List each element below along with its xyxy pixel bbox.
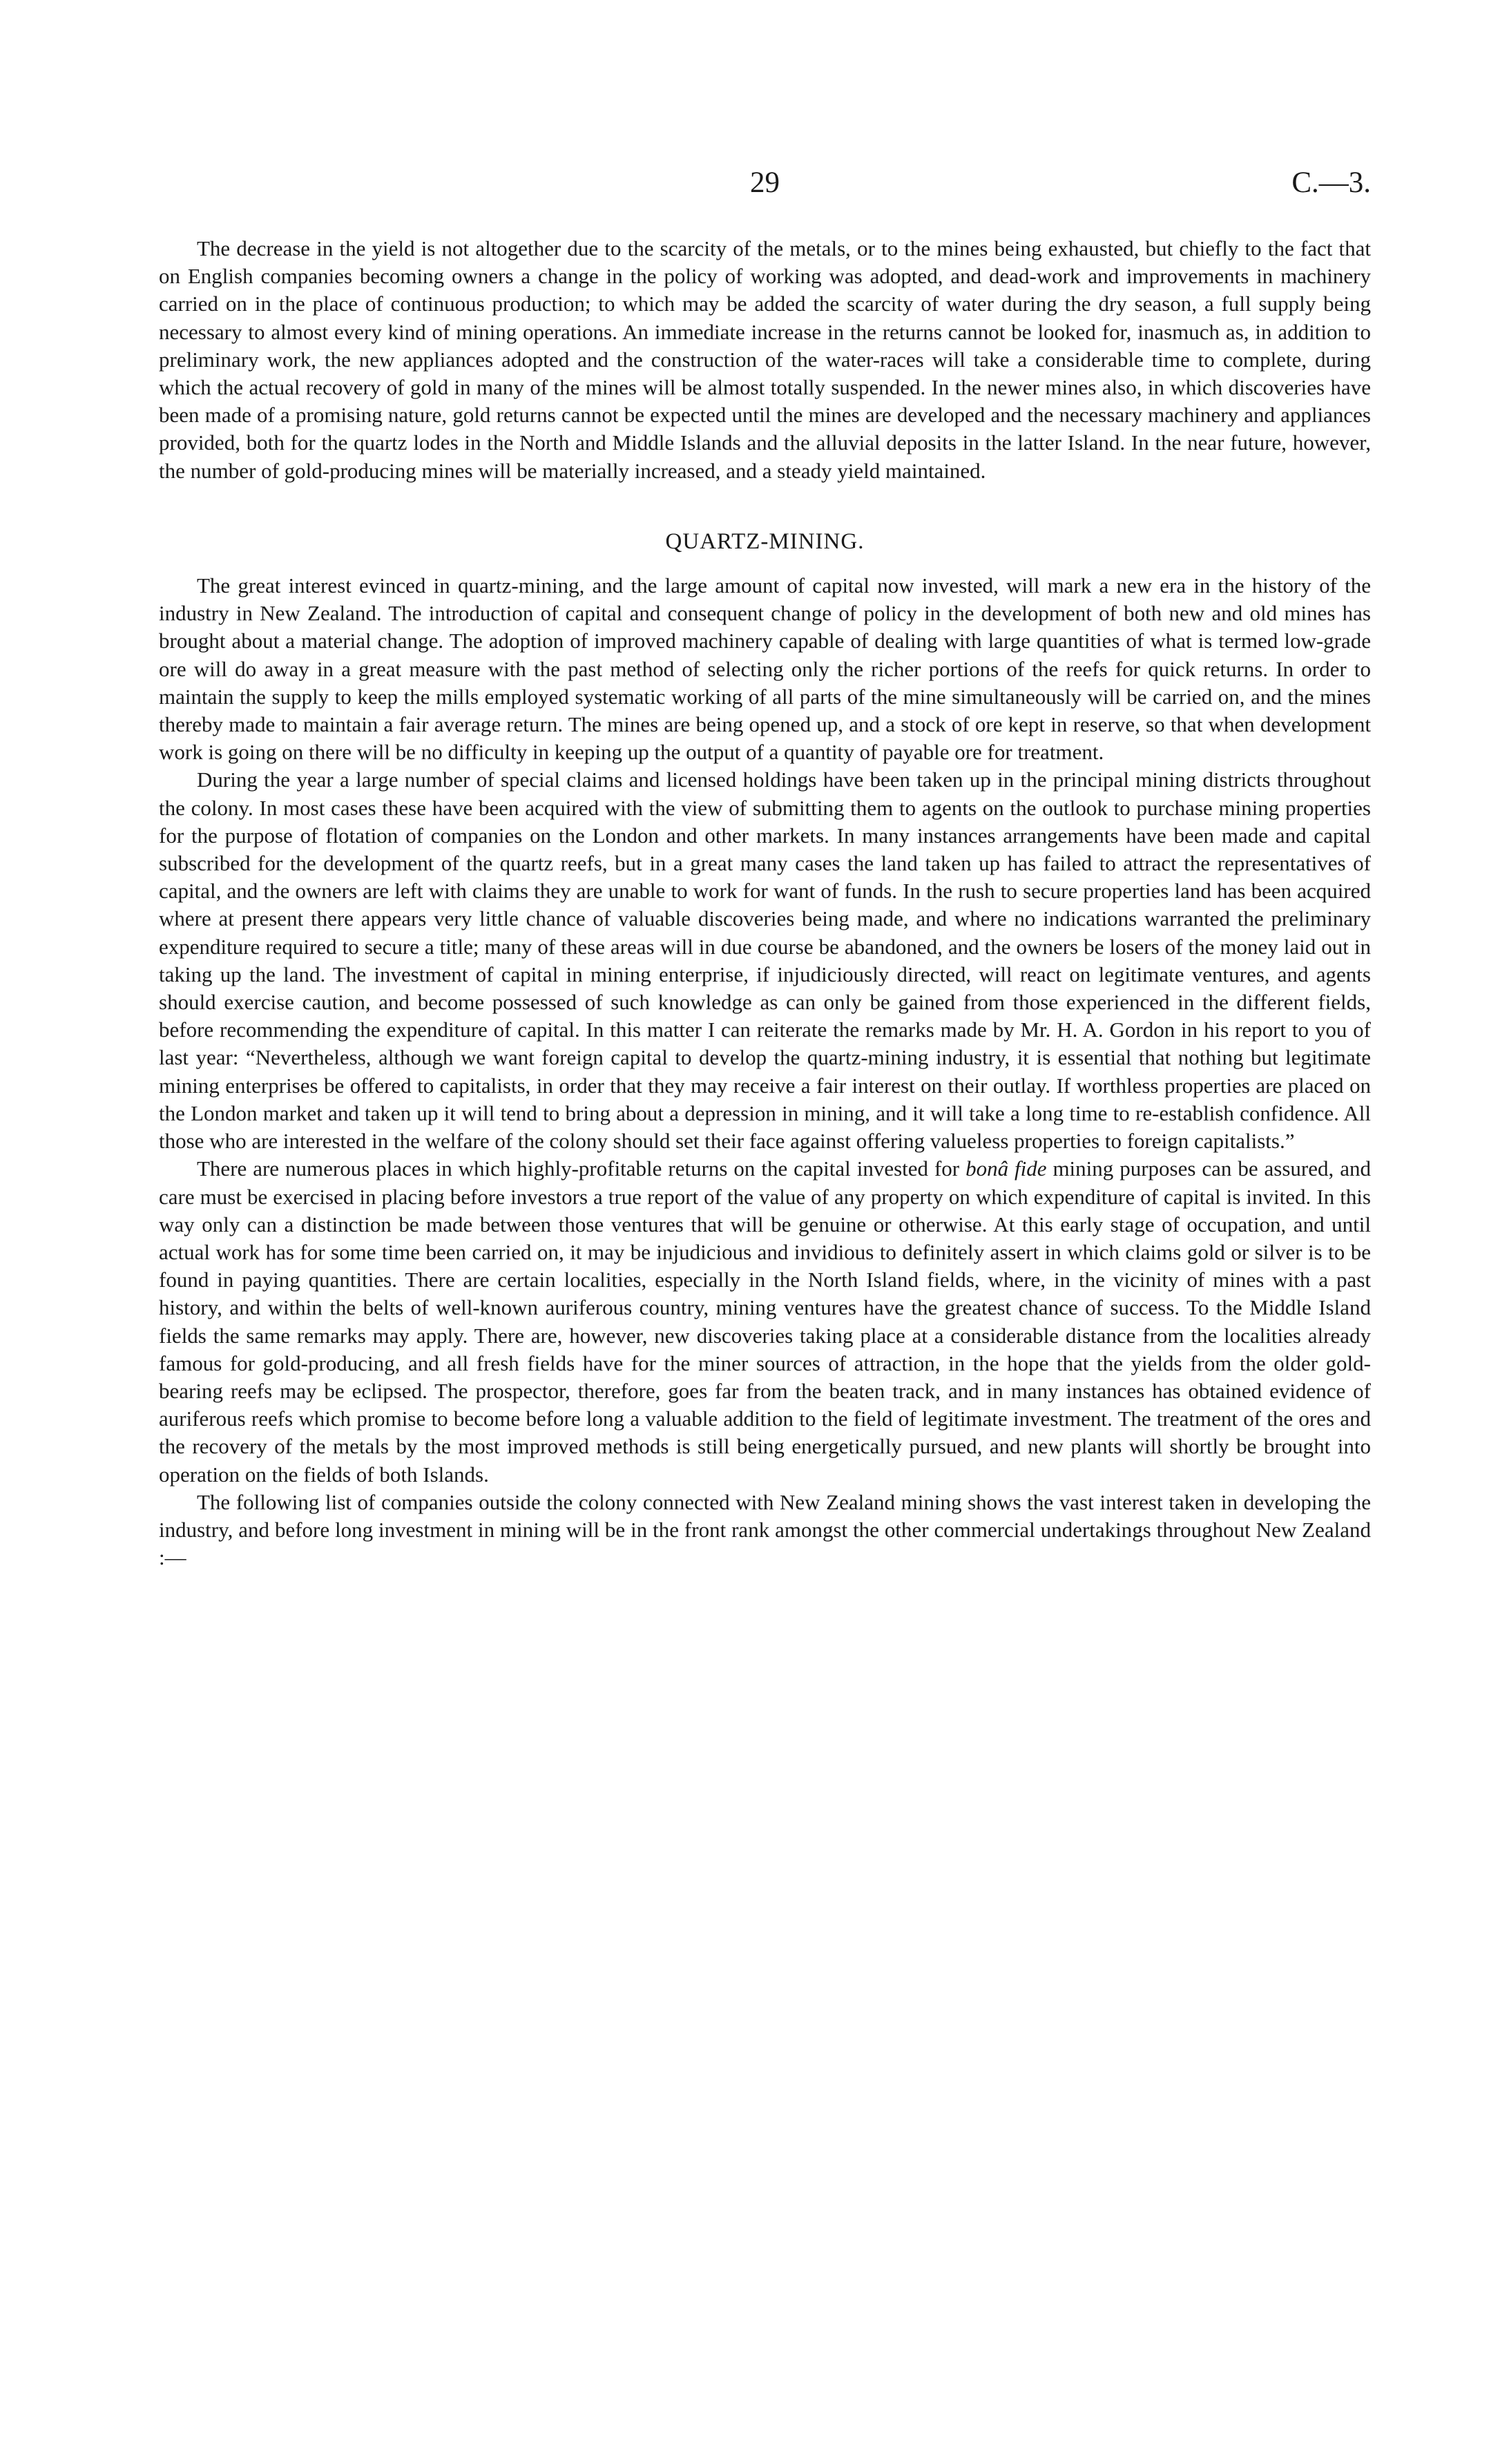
document-reference: C.—3.: [1291, 166, 1371, 199]
intro-paragraph: The decrease in the yield is not altogether due to the scarcity of the metals, or to the mines being exhausted, but chiefly to the fact that on English companies becoming owners a change in the policy of working was adopted, and dead-work and improvements in machinery carried on in the place of continuous production; to which may be added the scarcity of water during the dry season, a full supply being necessary to almost every kind of mining operations. An immediate increase in the returns cannot be looked for, inasmuch as, in addition to preliminary work, the new appliances adopted and the construction of the water-races will take a considerable time to complete, during which the actual recovery of gold in many of the mines will be almost totally suspended. In the newer mines also, in which discoveries have been made of a promising nature, gold returns cannot be expected until the mines are developed and the necessary machinery and appliances provided, both for the quartz lodes in the North and Middle Islands and the alluvial deposits in the latter Island. In the near future, however, the number of gold-producing mines will be materially increased, and a steady yield maintained.: [159, 236, 1371, 483]
paragraph-2: During the year a large number of special claims and licensed holdings have been taken up in the principal mining districts throughout the colony. In most cases these have been acquired with the view of submitting them to agents on the outlook to purchase mining properties for the purpose of flotation of companies on the London and other markets. In many instances arrangements have been made and capital subscribed for the development of the quartz reefs, but in a great many cases the land taken up has failed to attract the representatives of capital, and the owners are left with claims they are unable to work for want of funds. In the rush to secure properties land has been acquired where at present there appears very little chance of valuable discoveries being made, and where no indications warranted the preliminary expenditure required to secure a title; many of these areas will in due course be abandoned, and the owners be losers of the money laid out in taking up the land. The investment of capital in mining enterprise, if injudiciously directed, will react on legitimate ventures, and agents should exercise caution, and become possessed of such knowledge as can only be gained from those experienced in the different fields, before recommending the expenditure of capital. In this matter I can reiterate the remarks made by Mr. H. A. Gordon in his report to you of last year: “Nevertheless, although we want foreign capital to develop the quartz-mining industry, it is essential that nothing but legitimate mining enterprises be offered to capitalists, in order that they may receive a fair interest on their outlay. If worthless properties are placed on the London market and taken up it will tend to bring about a depression in mining, and it will take a long time to re-establish confidence. All those who are interested in the welfare of the colony should set their face against offering valueless properties to foreign capitalists.”: [159, 767, 1371, 1154]
closing-paragraph: The following list of companies outside the colony connected with New Zealand mining shows the vast interest taken in developing the industry, and before long investment in mining will be in the front rank amongst the other commercial undertakings throughout New Zealand :—: [159, 1489, 1371, 1570]
paragraph-1: The great interest evinced in quartz-mining, and the large amount of capital now invested, will mark a new era in the history of the industry in New Zealand. The introduction of capital and consequent change of policy in the development of both new and old mines has brought about a material change. The adoption of improved machinery capable of dealing with large quantities of what is termed low-grade ore will do away in a great measure with the past method of selecting only the richer portions of the reefs for quick returns. In order to maintain the supply to keep the mills employed systematic working of all parts of the mine simultaneously will be carried on, and the mines thereby made to maintain a fair average return. The mines are being opened up, and a stock of ore kept in reserve, so that when development work is going on there will be no difficulty in keeping up the output of a quantity of payable ore for treatment.: [159, 573, 1371, 765]
section-heading: QUARTZ-MINING.: [665, 528, 865, 554]
document-page: [159, 166, 1371, 1572]
page-number: 29: [750, 166, 780, 199]
paragraph-3-text-b: mining purposes can be assured, and care must be exercised in placing before investors a true report of the value of any property on which expenditure of capital is invited. In this way only can a distinction be made between those ventures that will be genuine or otherwise. At this early stage of occupation, and until actual work has for some time been carried on, it may be injudicious and invidious to definitely assert in which claims gold or silver is to be found in paying quantities. There are certain localities, especially in the North Island fields, where, in the vicinity of mines with a past history, and within the belts of well-known auriferous country, mining ventures have the greatest chance of success. To the Middle Island fields the same remarks may apply. There are, however, new discoveries taking place at a considerable distance from the localities already famous for gold-producing, and all fresh fields have for the miner sources of attraction, in the hope that the yields from the older gold-bearing reefs may be eclipsed. The prospector, therefore, goes far from the beaten track, and in many instances has obtained evidence of auriferous reefs which promise to become before long a valuable addition to the field of legitimate investment. The treatment of the ores and the recovery of the metals by the most improved methods is still being energetically pursued, and new plants will shortly be brought into operation on the fields of both Islands.: [159, 1156, 1371, 1487]
page-header: [159, 166, 1371, 207]
body-text: [159, 235, 1371, 1572]
paragraph-3-italic: bonâ fide: [965, 1156, 1047, 1181]
paragraph-3-text-a: There are numerous places in which highly-profitable returns on the capital invested for: [197, 1156, 966, 1181]
paragraph-3: [159, 1155, 1371, 1488]
